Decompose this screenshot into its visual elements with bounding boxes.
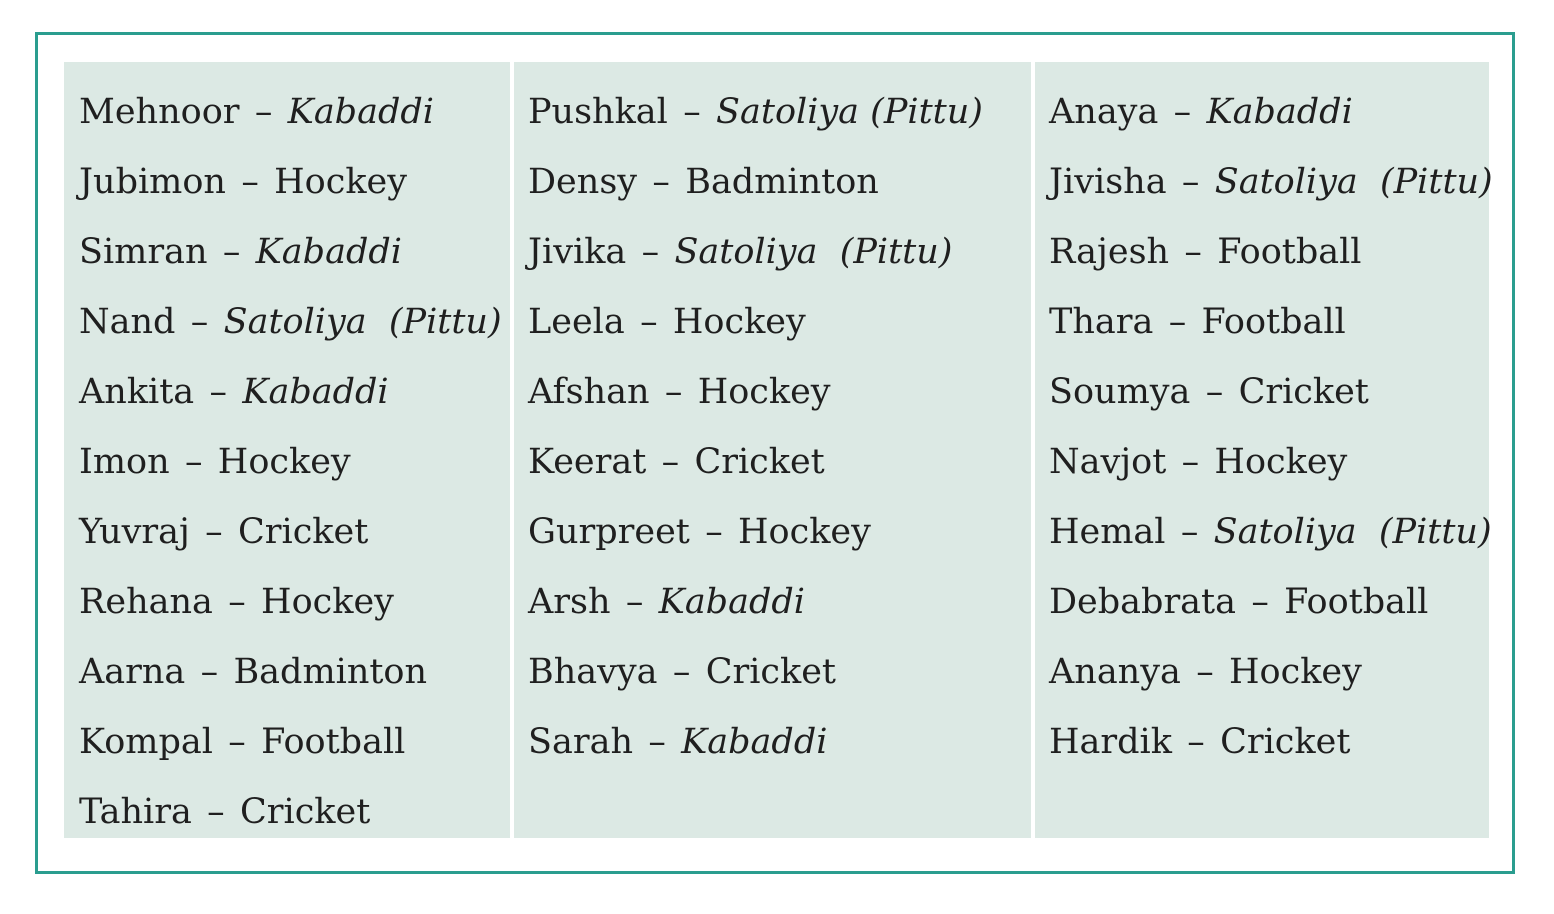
sport-name: Cricket bbox=[705, 652, 836, 692]
sport-name: Badminton bbox=[233, 652, 428, 692]
list-item bbox=[79, 372, 510, 445]
list-item bbox=[79, 792, 510, 865]
sport-name: Kabaddi bbox=[255, 232, 402, 272]
student-name: Hardik bbox=[1049, 722, 1172, 762]
student-name: Simran bbox=[79, 232, 208, 272]
separator-dash: – bbox=[222, 232, 241, 272]
separator-dash: – bbox=[228, 582, 246, 622]
list-item bbox=[1049, 652, 1489, 725]
separator-dash: – bbox=[672, 652, 691, 692]
student-name: Ananya bbox=[1049, 652, 1181, 692]
separator-dash: – bbox=[1168, 302, 1187, 342]
list-item bbox=[1049, 372, 1489, 445]
sport-name: Cricket bbox=[237, 512, 369, 552]
student-name: Anaya bbox=[1049, 92, 1159, 132]
sport-name: Hockey bbox=[697, 372, 831, 412]
separator-dash: – bbox=[648, 722, 666, 762]
sport-name: Cricket bbox=[1220, 722, 1351, 762]
student-name: Navjot bbox=[1049, 442, 1167, 482]
sport-name: Satoliya (Pittu) bbox=[716, 92, 983, 132]
separator-dash: – bbox=[625, 582, 644, 622]
student-name: Rehana bbox=[79, 582, 213, 622]
list-item bbox=[79, 442, 510, 515]
separator-dash: – bbox=[664, 372, 683, 412]
separator-dash: – bbox=[641, 232, 660, 272]
separator-dash: – bbox=[190, 302, 209, 342]
list-item bbox=[1049, 162, 1493, 235]
student-name: Jubimon bbox=[79, 162, 226, 202]
sport-name: Cricket bbox=[1238, 372, 1369, 412]
column-3 bbox=[1035, 62, 1493, 838]
student-name: Imon bbox=[79, 442, 170, 482]
list-item bbox=[79, 722, 510, 795]
student-name: Aarna bbox=[79, 652, 186, 692]
separator-dash: – bbox=[1187, 722, 1205, 762]
separator-dash: – bbox=[705, 512, 723, 552]
sport-name: Kabaddi bbox=[681, 722, 828, 762]
sport-name: Football bbox=[1201, 302, 1346, 342]
list-item bbox=[528, 232, 1031, 305]
list-item bbox=[528, 442, 1031, 515]
separator-dash: – bbox=[200, 652, 219, 692]
student-name: Yuvraj bbox=[79, 512, 190, 552]
sport-name: Kabaddi bbox=[287, 92, 434, 132]
list-item bbox=[79, 92, 510, 165]
separator-dash: – bbox=[1173, 92, 1192, 132]
separator-dash: – bbox=[1181, 162, 1200, 202]
student-name: Kompal bbox=[79, 722, 213, 762]
separator-dash: – bbox=[184, 442, 203, 482]
separator-dash: – bbox=[652, 162, 670, 202]
list-item bbox=[79, 162, 510, 235]
separator-dash: – bbox=[1196, 652, 1214, 692]
student-name: Ankita bbox=[79, 372, 195, 412]
student-name: Leela bbox=[528, 302, 625, 342]
list-item bbox=[1049, 232, 1489, 305]
student-name: Thara bbox=[1049, 302, 1154, 342]
list-item bbox=[1049, 302, 1489, 375]
student-name: Soumya bbox=[1049, 372, 1191, 412]
student-name: Tahira bbox=[79, 792, 192, 832]
list-item bbox=[79, 582, 510, 655]
student-name: Nand bbox=[79, 302, 176, 342]
student-name: Jivika bbox=[528, 232, 627, 272]
list-item bbox=[528, 512, 1031, 585]
sport-name: Hockey bbox=[1214, 442, 1348, 482]
sport-name: Satoliya (Pittu) bbox=[674, 232, 953, 272]
list-item bbox=[528, 92, 1031, 165]
student-name: Mehnoor bbox=[79, 92, 240, 132]
separator-dash: – bbox=[241, 162, 259, 202]
separator-dash: – bbox=[1181, 442, 1200, 482]
list-item bbox=[528, 302, 1031, 375]
student-name: Keerat bbox=[528, 442, 647, 482]
sport-name: Hockey bbox=[672, 302, 806, 342]
list-item bbox=[528, 372, 1031, 445]
student-name: Afshan bbox=[528, 372, 650, 412]
student-name: Debabrata bbox=[1049, 582, 1236, 622]
list-item bbox=[1049, 722, 1489, 795]
list-item bbox=[1049, 442, 1489, 515]
list-item bbox=[528, 582, 1031, 655]
list-item bbox=[79, 652, 510, 725]
list-item bbox=[528, 722, 1031, 795]
separator-dash: – bbox=[1205, 372, 1224, 412]
list-item bbox=[79, 512, 510, 585]
list-item bbox=[1049, 582, 1489, 655]
separator-dash: – bbox=[254, 92, 273, 132]
sport-name: Satoliya (Pittu) bbox=[223, 302, 502, 342]
sport-name: Hockey bbox=[1229, 652, 1362, 692]
sport-name: Football bbox=[1217, 232, 1362, 272]
separator-dash: – bbox=[661, 442, 680, 482]
student-name: Hemal bbox=[1049, 512, 1166, 552]
sport-name: Football bbox=[261, 722, 406, 762]
separator-dash: – bbox=[1180, 512, 1199, 552]
sport-name: Kabaddi bbox=[242, 372, 389, 412]
sport-name: Hockey bbox=[261, 582, 394, 622]
separator-dash: – bbox=[640, 302, 658, 342]
sport-name: Badminton bbox=[685, 162, 879, 202]
student-name: Gurpreet bbox=[528, 512, 690, 552]
sport-name: Hockey bbox=[738, 512, 871, 552]
list-item bbox=[1049, 92, 1489, 165]
sport-name: Hockey bbox=[274, 162, 408, 202]
separator-dash: – bbox=[207, 792, 225, 832]
sport-name: Hockey bbox=[217, 442, 351, 482]
student-name: Sarah bbox=[528, 722, 633, 762]
sport-name: Satoliya (Pittu) bbox=[1213, 512, 1492, 552]
student-name: Pushkal bbox=[528, 92, 668, 132]
separator-dash: – bbox=[1184, 232, 1202, 272]
student-name: Arsh bbox=[528, 582, 611, 622]
sport-name: Satoliya (Pittu) bbox=[1214, 162, 1493, 202]
column-2 bbox=[514, 62, 1031, 838]
student-name: Densy bbox=[528, 162, 638, 202]
separator-dash: – bbox=[683, 92, 701, 132]
separator-dash: – bbox=[1251, 582, 1269, 622]
separator-dash: – bbox=[228, 722, 246, 762]
sport-name: Cricket bbox=[239, 792, 371, 832]
list-item bbox=[79, 302, 510, 375]
sport-name: Kabaddi bbox=[658, 582, 805, 622]
sport-name: Cricket bbox=[694, 442, 825, 482]
list-item bbox=[79, 232, 510, 305]
separator-dash: – bbox=[205, 512, 223, 552]
sport-name: Kabaddi bbox=[1206, 92, 1353, 132]
sport-name: Football bbox=[1284, 582, 1429, 622]
separator-dash: – bbox=[209, 372, 227, 412]
student-name: Rajesh bbox=[1049, 232, 1170, 272]
list-item bbox=[528, 652, 1031, 725]
student-name: Bhavya bbox=[528, 652, 658, 692]
list-item bbox=[528, 162, 1031, 235]
student-name: Jivisha bbox=[1049, 162, 1167, 202]
column-1 bbox=[64, 62, 510, 838]
list-item bbox=[1049, 512, 1492, 585]
